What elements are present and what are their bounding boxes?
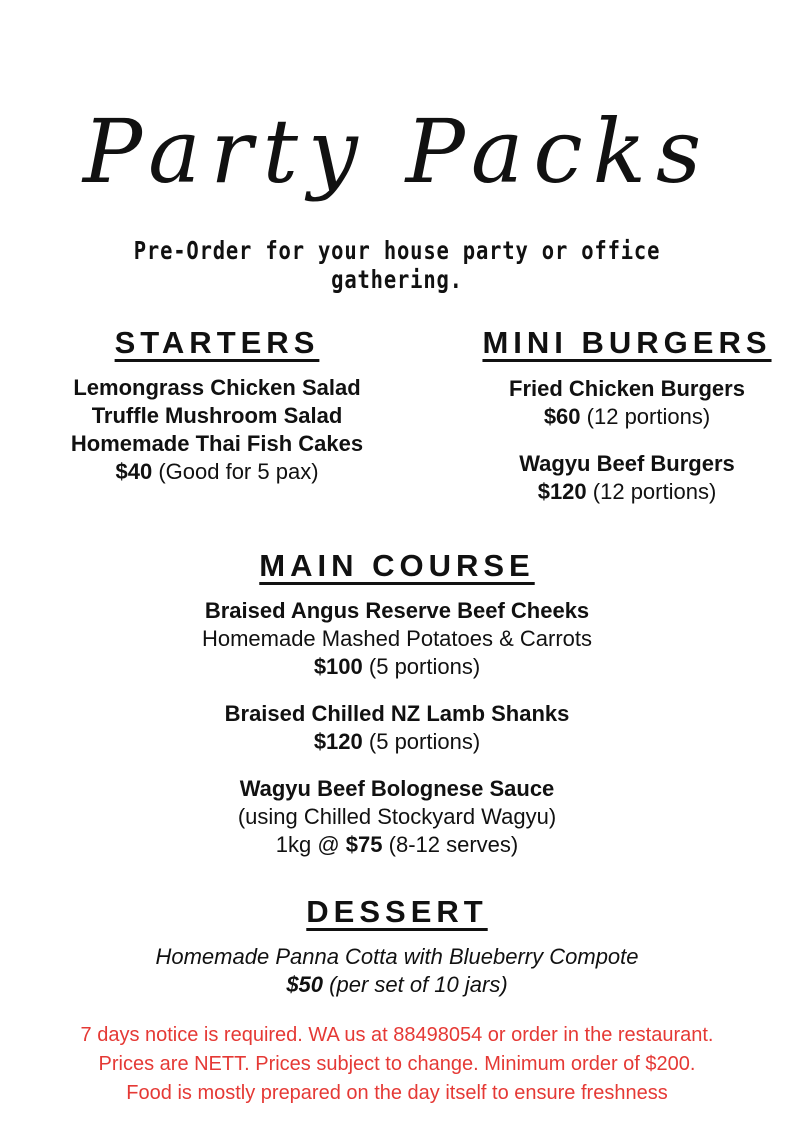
main-item [0, 775, 794, 859]
burger-price: $120 [537, 479, 587, 504]
dessert-item [0, 943, 794, 999]
starter-item: Homemade Thai Fish Cakes [70, 431, 364, 456]
main-item-price-prefix: 1kg @ [275, 832, 340, 857]
main-course-heading: MAIN COURSE [259, 548, 535, 583]
main-item [0, 700, 794, 756]
dessert-heading: DESSERT [306, 894, 488, 929]
main-item-name: Braised Chilled NZ Lamb Shanks [224, 701, 570, 726]
burger-price: $60 [543, 404, 581, 429]
dessert-name: Homemade Panna Cotta with Blueberry Compote [155, 944, 639, 969]
starter-item: Truffle Mushroom Salad [91, 403, 343, 428]
starter-item: Lemongrass Chicken Salad [73, 375, 361, 400]
burger-name: Fried Chicken Burgers [509, 376, 745, 401]
main-item-note: (5 portions) [368, 654, 481, 679]
burger-item [460, 450, 794, 506]
dessert-note: (per set of 10 jars) [329, 972, 508, 997]
main-item-detail: (using Chilled Stockyard Wagyu) [237, 804, 557, 829]
starters-price-note: (Good for 5 pax) [158, 459, 319, 484]
dessert-price: $50 [286, 972, 324, 997]
starters-heading: STARTERS [114, 325, 320, 360]
main-item-note: (5 portions) [368, 729, 481, 754]
main-item [0, 597, 794, 681]
page-subtitle: Pre-Order for your house party or office gathering. [133, 236, 661, 294]
notice-block [0, 1021, 794, 1108]
main-item-price: $75 [345, 832, 383, 857]
main-item-note: (8-12 serves) [388, 832, 519, 857]
main-item-name: Wagyu Beef Bolognese Sauce [239, 776, 555, 801]
burger-item [460, 375, 794, 431]
main-item-price: $120 [313, 729, 363, 754]
starters-section [20, 374, 414, 486]
notice-line: Food is mostly prepared on the day itself to ensure freshness [126, 1082, 668, 1104]
notice-line: 7 days notice is required. WA us at 88498054 or order in the restaurant. [80, 1024, 714, 1046]
notice-line: Prices are NETT. Prices subject to change. Minimum order of $200. [98, 1053, 696, 1075]
burger-note: (12 portions) [586, 404, 711, 429]
burger-note: (12 portions) [592, 479, 717, 504]
starters-price: $40 [115, 459, 153, 484]
burger-name: Wagyu Beef Burgers [519, 451, 735, 476]
mini-burgers-heading: MINI BURGERS [482, 325, 772, 360]
page-title: Party Packs [82, 100, 712, 203]
main-item-detail: Homemade Mashed Potatoes & Carrots [201, 626, 593, 651]
main-item-name: Braised Angus Reserve Beef Cheeks [204, 598, 590, 623]
main-item-price: $100 [313, 654, 363, 679]
